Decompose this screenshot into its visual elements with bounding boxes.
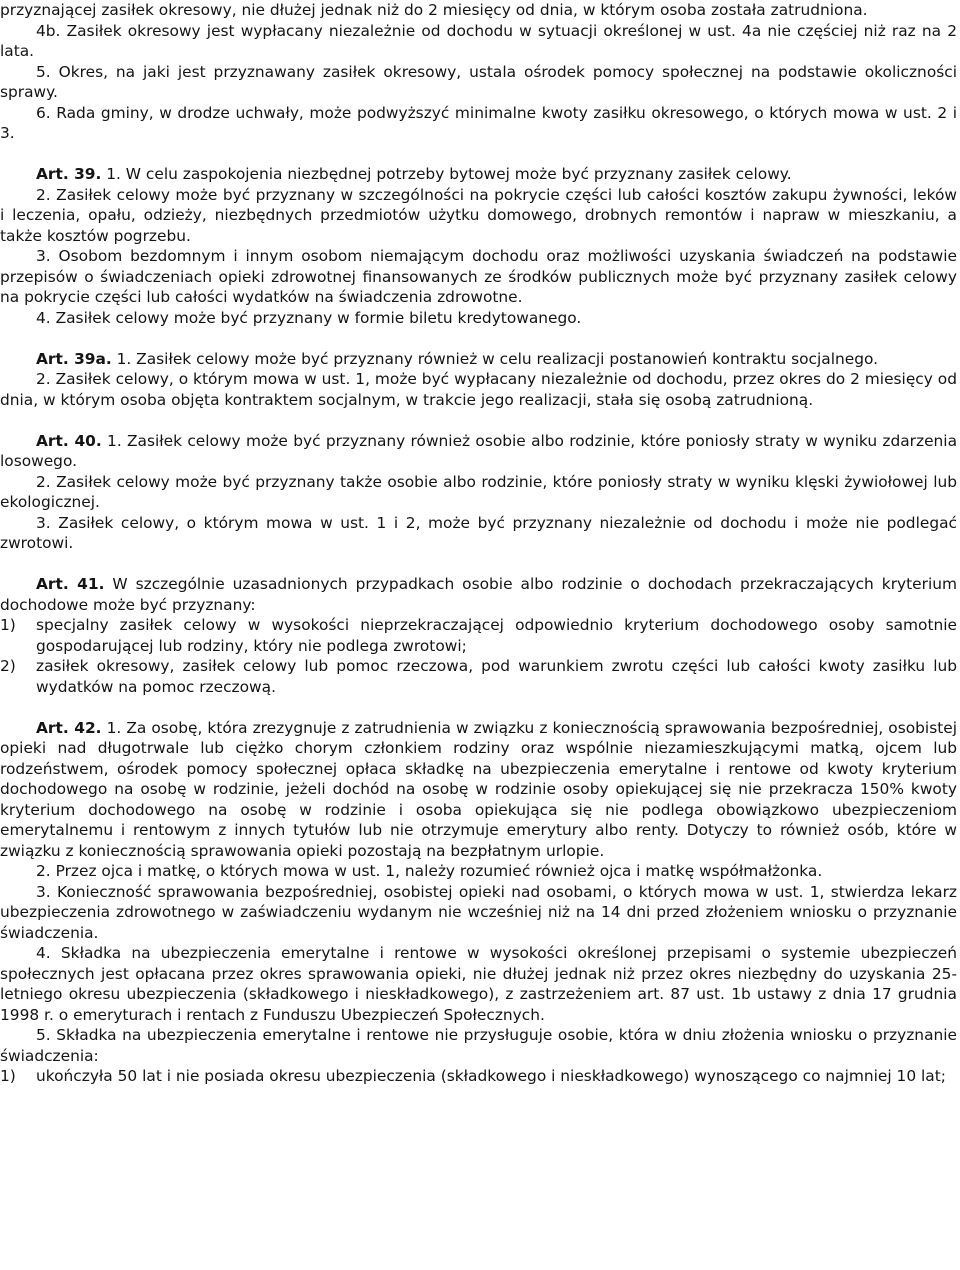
art-39a-label: Art. 39a. (36, 349, 112, 368)
art-42-label: Art. 42. (36, 718, 102, 737)
art-39-text-1: 1. W celu zaspokojenia niezbędnej potrzeby bytowej może być przyznany zasiłek celowy. (101, 165, 792, 183)
art-39-paragraph-3: 3. Osobom bezdomnym i innym osobom niemającym dochodu oraz możliwości uzyskania świadczeń na podstawie przepisów o świadczeniach opieki zdrowotnej finansowanych ze środków publicznych może być przyznany zasiłek celowy na pokrycie części lub całości wydatków na świadczenia zdrowotne. (0, 247, 957, 306)
art-41-label: Art. 41. (36, 575, 105, 593)
list-item (0, 615, 957, 656)
art-41-list (0, 615, 957, 697)
art-40-paragraph-3: 3. Zasiłek celowy, o którym mowa w ust. 1 i 2, może być przyznany niezależnie od dochodu i może nie podlegać zwrotowi. (0, 513, 957, 552)
art-42-paragraph-5: 5. Składka na ubezpieczenia emerytalne i rentowe nie przysługuje osobie, która w dniu złożenia wniosku o przyznanie świadczenia: (0, 1026, 957, 1065)
art-40-text-1: 1. Zasiłek celowy może być przyznany również osobie albo rodzinie, które poniosły straty w wyniku zdarzenia losowego. (0, 431, 957, 470)
list-item (0, 656, 957, 697)
art-42-paragraph-2: 2. Przez ojca i matkę, o których mowa w ust. 1, należy rozumieć również ojca i matkę współmałżonka. (36, 862, 823, 880)
list-item-text: ukończyła 50 lat i nie posiada okresu ubezpieczenia (składkowego i nieskładkowego) wynoszącego co najmniej 10 lat; (36, 1067, 946, 1085)
art-39a-paragraph-2: 2. Zasiłek celowy, o którym mowa w ust. 1, może być wypłacany niezależnie od dochodu, przez okres do 2 miesięcy od dnia, w którym osoba objęta kontraktem socjalnym, w trakcie jego realizacji, stała się osobą zatrudnioną. (0, 370, 957, 409)
art-41-intro (0, 574, 957, 615)
art-39-paragraph-4: 4. Zasiłek celowy może być przyznany w formie biletu kredytowanego. (36, 308, 582, 327)
art-41-text-intro: W szczególnie uzasadnionych przypadkach osobie albo rodzinie o dochodach przekraczających kryterium dochodowe może być przyznany: (0, 575, 957, 614)
art-42-text-1: 1. Za osobę, która zrezygnuje z zatrudnienia w związku z koniecznością sprawowania bezpośredniej, osobistej opieki nad długotrwale lub ciężko chorym członkiem rodziny oraz wspólnie niezamieszkującymi matką, ojcem lub rodzeństwem, ośrodek pomocy społecznej opłaca składkę na ubezpieczenia emerytalne i rentowe od kwoty kryterium dochodowego na osobę w rodzinie, jeżeli dochód na osobę w rodzinie osoby opiekującej się nie przekracza 150% kwoty kryterium dochodowego na osobę w rodzinie i osoba opiekująca się nie podlega obowiązkowo ubezpieczeniom emerytalnemu i rentowym z innych tytułów lub nie otrzymuje emerytury albo renty. Dotyczy to również osób, które w związku z koniecznością sprawowania opieki pozostają na bezpłatnym urlopie. (0, 718, 958, 860)
art-39-paragraph-2: 2. Zasiłek celowy może być przyznany w szczególności na pokrycie części lub całości kosztów zakupu żywności, leków i leczenia, opału, odzieży, niezbędnych przedmiotów użytku domowego, drobnych remontów i napraw w mieszkaniu, a także kosztów pogrzebu. (0, 185, 957, 245)
list-item-text: specjalny zasiłek celowy w wysokości nieprzekraczającej odpowiednio kryterium dochodowego osoby samotnie gospodarującej lub rodziny, który nie podlega zwrotowi; (36, 616, 957, 655)
paragraph-6: 6. Rada gminy, w drodze uchwały, może podwyższyć minimalne kwoty zasiłku okresowego, o których mowa w ust. 2 i 3. (0, 103, 957, 142)
art-40-paragraph-1 (0, 431, 957, 472)
list-item (0, 1066, 957, 1087)
list-item-number: 1) (0, 616, 16, 634)
art-42-paragraph-3: 3. Konieczność sprawowania bezpośredniej, osobistej opieki nad osobami, o których mowa w ust. 1, stwierdza lekarz ubezpieczenia zdrowotnego w zaświadczeniu wydanym nie wcześniej niż na 14 dni przed złożeniem wniosku o przyznanie świadczenia. (0, 882, 957, 942)
art-42-paragraph-4: 4. Składka na ubezpieczenia emerytalne i rentowe w wysokości określonej przepisami o systemie ubezpieczeń społecznych jest opłacana przez okres sprawowania opieki, nie dłużej jednak niż przez okres niezbędny do uzyskania 25-letniego okresu ubezpieczenia (składkowego i nieskładkowego), z zastrzeżeniem art. 87 ust. 1b ustawy z dnia 17 grudnia 1998 r. o emeryturach i rentach z Funduszu Ubezpieczeń Społecznych. (0, 944, 957, 1024)
list-item-text: zasiłek okresowy, zasiłek celowy lub pomoc rzeczowa, pod warunkiem zwrotu części lub całości kwoty zasiłku lub wydatków na pomoc rzeczową. (36, 657, 957, 696)
art-42-paragraph-1 (0, 718, 957, 862)
art-39-paragraph-1 (0, 164, 957, 185)
list-item-number: 2) (0, 657, 16, 675)
list-item-number: 1) (0, 1067, 16, 1085)
art-39a-text-1: 1. Zasiłek celowy może być przyznany również w celu realizacji postanowień kontraktu socjalnego. (111, 349, 879, 368)
art-40-paragraph-2: 2. Zasiłek celowy może być przyznany także osobie albo rodzinie, które poniosły straty w wyniku klęski żywiołowej lub ekologicznej. (0, 472, 957, 511)
paragraph-4b: 4b. Zasiłek okresowy jest wypłacany niezależnie od dochodu w sytuacji określonej w ust. 4a nie częściej niż raz na 2 lata. (0, 21, 957, 60)
art-39a-paragraph-1 (0, 349, 957, 370)
art-42-list (0, 1066, 957, 1087)
paragraph-continuation: przyznającej zasiłek okresowy, nie dłużej jednak niż do 2 miesięcy od dnia, w którym osoba została zatrudniona. (0, 1, 868, 19)
art-40-label: Art. 40. (36, 431, 102, 450)
art-39-label: Art. 39. (36, 165, 102, 183)
paragraph-5: 5. Okres, na jaki jest przyznawany zasiłek okresowy, ustala ośrodek pomocy społecznej na podstawie okoliczności sprawy. (0, 62, 957, 101)
